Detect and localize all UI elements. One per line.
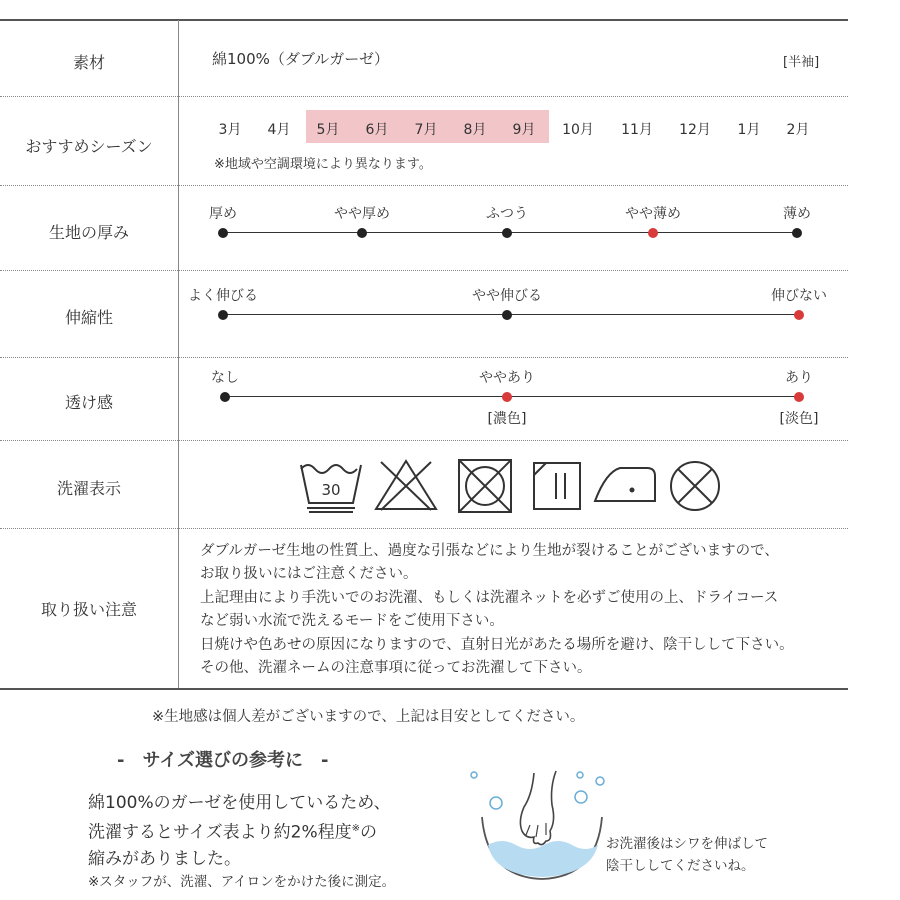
season-note: ※地域や空調環境により異なります。 — [214, 157, 432, 172]
stretch-point-label: よく伸びる — [188, 288, 258, 304]
size-guide-line — [88, 816, 391, 846]
size-guide-line: 綿100%のガーゼを使用しているため、 — [88, 793, 391, 813]
column-divider — [178, 20, 179, 688]
sheer-point-label: あり — [785, 370, 813, 386]
thickness-point-label: 厚め — [209, 206, 237, 222]
size-guide-text — [88, 790, 391, 872]
stretch-selected-point — [794, 310, 804, 320]
month-5: 7月 — [414, 122, 438, 138]
bubble-line: お洗濯後はシワを伸ばして — [606, 836, 768, 852]
row-divider — [0, 528, 848, 529]
handling-line: その他、洗濯ネームの注意事項に従ってお洗濯して下さい。 — [200, 660, 592, 677]
thickness-selected-point — [648, 228, 658, 238]
handling-line: など弱い水流で洗えるモードをご使用下さい。 — [200, 613, 504, 630]
month-10: 12月 — [679, 122, 711, 138]
size-guide-line: 縮みがありました。 — [88, 848, 241, 869]
thickness-point-label: やや厚め — [334, 206, 390, 222]
thickness-label: 生地の厚み — [48, 223, 129, 242]
hand-wash-30-icon — [299, 455, 363, 513]
size-guide-title: - サイズ選びの参考に - — [117, 750, 329, 771]
fabric-footnote: ※生地感は個人差がございますので、上記は目安としてください。 — [152, 709, 585, 725]
thickness-point — [792, 228, 802, 238]
season-label: おすすめシーズン — [25, 137, 153, 156]
wash-basin-illustration — [462, 765, 622, 883]
row-divider — [0, 96, 848, 97]
row-divider — [0, 185, 848, 186]
stretch-point — [218, 310, 228, 320]
month-8: 10月 — [562, 122, 594, 138]
handling-line: 日焼けや色あせの原因になりますので、直射日光があたる場所を避け、陰干しして下さい。 — [200, 636, 794, 653]
month-12: 2月 — [786, 122, 810, 138]
handling-label: 取り扱い注意 — [40, 600, 137, 619]
stretch-point-label: やや伸びる — [472, 288, 542, 304]
thickness-point-label: やや薄め — [625, 206, 681, 222]
stretch-point-label: 伸びない — [771, 288, 827, 304]
month-9: 11月 — [621, 122, 653, 138]
sheer-label: 透け感 — [64, 393, 113, 412]
month-7: 9月 — [512, 122, 536, 138]
month-6: 8月 — [463, 122, 487, 138]
thickness-point — [502, 228, 512, 238]
handling-line: お取り扱いにはご注意ください。 — [200, 566, 418, 583]
table-bottom-border — [0, 688, 848, 690]
size-guide-line-tail: の — [360, 822, 377, 843]
sheer-point-label: ややあり — [479, 370, 535, 386]
sleeve-type: [半袖] — [783, 55, 820, 70]
handling-notes — [200, 540, 794, 680]
size-guide-line-text: 洗濯するとサイズ表より約2%程度 — [88, 822, 352, 843]
size-guide-note: ※スタッフが、洗濯、アイロンをかけた後に測定。 — [88, 874, 396, 890]
sheer-sublabel: [淡色] — [779, 411, 819, 427]
iron-low-icon — [592, 464, 658, 504]
thickness-point — [357, 228, 367, 238]
wash-temperature: 30 — [321, 481, 341, 499]
month-3: 5月 — [316, 122, 340, 138]
sheer-point-label: なし — [211, 370, 239, 386]
care-label: 洗濯表示 — [56, 479, 121, 498]
month-1: 3月 — [218, 122, 242, 138]
material-label: 素材 — [72, 53, 105, 72]
month-11: 1月 — [737, 122, 761, 138]
no-dry-clean-icon — [668, 459, 722, 513]
care-speech-bubble — [606, 833, 768, 877]
sheer-sublabel: [濃色] — [487, 411, 527, 427]
month-2: 4月 — [267, 122, 291, 138]
sheer-selected-point — [502, 392, 512, 402]
line-dry-shade-icon — [532, 461, 582, 511]
size-guide-superscript: ※ — [351, 823, 360, 834]
handling-line: 上記理由により手洗いでのお洗濯、もしくは洗濯ネットを必ずご使用の上、ドライコース — [200, 589, 779, 606]
handling-line: ダブルガーゼ生地の性質上、過度な引張などにより生地が裂けることがございますので、 — [200, 543, 779, 559]
row-divider — [0, 357, 848, 358]
thickness-point-label: 薄め — [783, 206, 811, 222]
no-tumble-dry-icon — [457, 458, 513, 514]
stretch-point — [502, 310, 512, 320]
month-4: 6月 — [365, 122, 389, 138]
thickness-point — [218, 228, 228, 238]
material-value: 綿100%（ダブルガーゼ） — [212, 50, 389, 68]
sheer-point — [220, 392, 230, 402]
sheer-selected-point — [794, 392, 804, 402]
bubble-line: 陰干ししてくださいね。 — [606, 858, 755, 874]
thickness-point-label: ふつう — [486, 206, 528, 222]
no-bleach-icon — [373, 458, 439, 512]
row-divider — [0, 270, 848, 271]
row-divider — [0, 440, 848, 441]
table-top-border — [0, 19, 848, 21]
stretch-label: 伸縮性 — [64, 308, 113, 327]
